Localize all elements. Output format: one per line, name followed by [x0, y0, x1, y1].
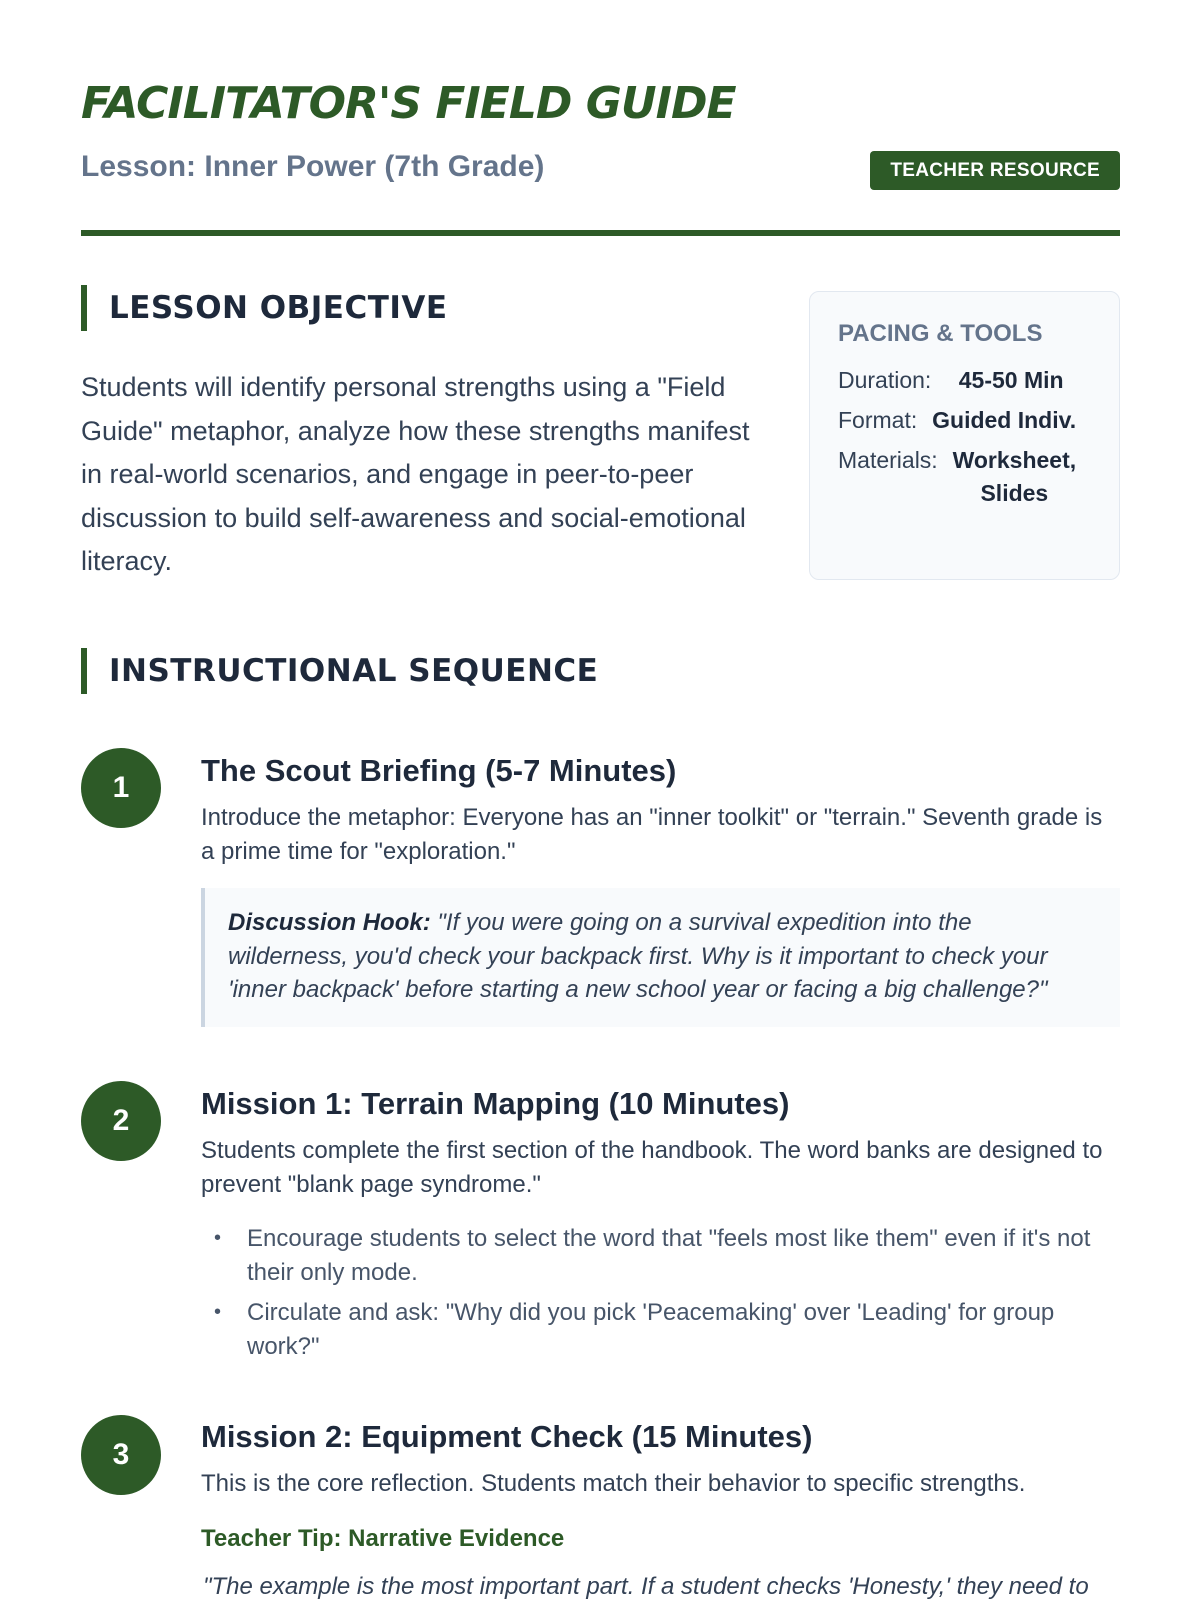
list-item-text: Circulate and ask: "Why did you pick 'Peacemaking' over 'Leading' for group work?" — [247, 1299, 1055, 1360]
step-title: The Scout Briefing (5-7 Minutes) — [201, 753, 677, 788]
page-title: FACILITATOR'S FIELD GUIDE — [81, 78, 736, 129]
pacing-key: Materials: — [838, 447, 938, 473]
list-item-text: Encourage students to select the word that "feels most like them" even if it's not their only mode. — [247, 1225, 1091, 1286]
lesson-objective-text: Students will identify personal strengths using a "Field Guide" metaphor, analyze how these strengths manifest in real-world scenarios, and engage in peer-to-peer discussion to build self-awareness and social-emotional literacy. — [81, 372, 750, 576]
discussion-hook-text: "If you were going on a survival expedition into the wilderness, you'd check your backpack first. Why is it important to check your 'inner backpack' before starting a new school year or facing a big challenge?" — [228, 909, 1048, 1003]
pacing-tools-card — [809, 291, 1120, 580]
pacing-row-format — [838, 404, 1091, 437]
step-description: Introduce the metaphor: Everyone has an "inner toolkit" or "terrain." Seventh grade is a prime time for "exploration." — [201, 804, 1103, 865]
pacing-value: 45-50 Min — [958, 367, 1064, 393]
bullet-icon: • — [214, 1227, 222, 1249]
field-guide-page — [81, 0, 1120, 1600]
step-number-badge: 1 — [81, 748, 161, 828]
discussion-hook-callout — [201, 888, 1120, 1027]
lesson-subtitle: Lesson: Inner Power (7th Grade) — [81, 150, 545, 183]
list-item — [214, 1222, 1120, 1289]
pacing-tools-title: PACING & TOOLS — [838, 320, 1043, 347]
teacher-tip-quote: "The example is the most important part. If a student checks 'Honesty,' they need to — [203, 1573, 1089, 1600]
step-number-badge: 3 — [81, 1415, 161, 1495]
pacing-key: Format: — [838, 407, 918, 433]
pacing-key: Duration: — [838, 367, 932, 393]
teacher-tip-title: Teacher Tip: Narrative Evidence — [201, 1525, 565, 1552]
bullet-icon: • — [214, 1301, 222, 1323]
header-divider — [81, 230, 1120, 236]
discussion-hook-label: Discussion Hook: — [228, 909, 431, 936]
pacing-value: Guided Indiv. — [932, 407, 1077, 433]
step-description: This is the core reflection. Students match their behavior to specific strengths. — [201, 1470, 1026, 1497]
lesson-objective-heading: LESSON OBJECTIVE — [81, 285, 448, 331]
pacing-row-duration — [838, 364, 1091, 397]
pacing-value: Worksheet, Slides — [952, 447, 1077, 506]
step-title: Mission 1: Terrain Mapping (10 Minutes) — [201, 1086, 790, 1121]
instructional-sequence-heading: INSTRUCTIONAL SEQUENCE — [81, 648, 598, 694]
teacher-resource-badge: TEACHER RESOURCE — [870, 151, 1120, 190]
list-item — [214, 1296, 1120, 1363]
step-description: Students complete the first section of the handbook. The word banks are designed to prevent "blank page syndrome." — [201, 1137, 1103, 1198]
step-number-badge: 2 — [81, 1081, 161, 1161]
step-title: Mission 2: Equipment Check (15 Minutes) — [201, 1419, 813, 1454]
step-bullet-list — [214, 1222, 1120, 1370]
pacing-row-materials — [838, 444, 1091, 510]
